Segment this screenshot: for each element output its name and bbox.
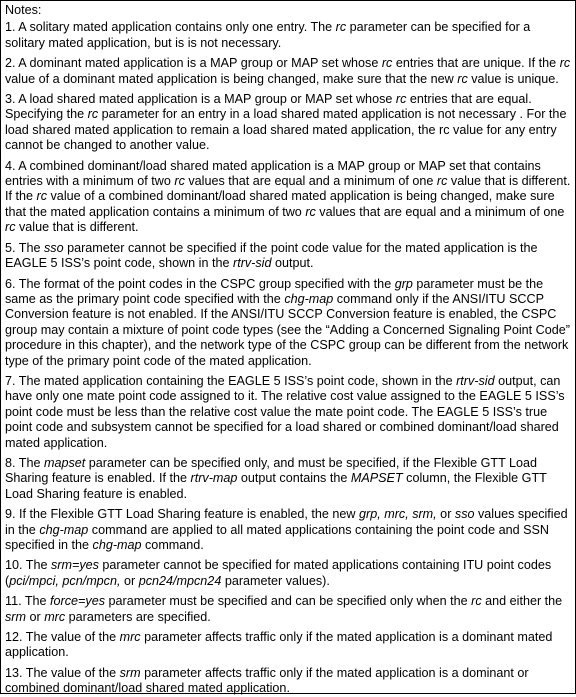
note-text: and either the	[481, 594, 563, 609]
note-text: parameter for an entry in a load shared mated application is not necessary . For the load shared mated application to remain a load shared mated application, the rc value for any entry cannot be changed to another value.	[5, 107, 567, 153]
note-parameter: rc	[559, 56, 571, 71]
note-parameter: mapset	[43, 455, 86, 470]
note-parameter: rc	[87, 107, 99, 122]
note-parameter: rc	[36, 189, 48, 204]
note-text: or	[436, 507, 455, 522]
note-text: value of a dominant mated application is being changed, make sure that the new	[5, 71, 458, 86]
note-parameter: chg-map	[39, 522, 89, 537]
note-text: parameter affects traffic only if the mated application is a dominant or combined dominant/load shared mated application.	[5, 665, 529, 696]
note-parameter: chg-map	[92, 538, 142, 552]
note-text: parameter must be specified and can be specified only when the	[105, 594, 472, 609]
note-item	[5, 630, 571, 661]
note-parameter: grp, mrc, srm,	[359, 507, 437, 522]
note-parameter: rc	[335, 20, 347, 35]
note-text: value is unique.	[467, 71, 559, 86]
note-parameter: srm=yes	[50, 558, 99, 573]
note-text: parameter affects traffic only if the mated application is a dominant mated application.	[5, 630, 553, 660]
note-parameter: sso	[454, 507, 475, 522]
note-text: values specified in the	[5, 507, 568, 537]
note-item	[5, 277, 571, 369]
note-item	[5, 456, 571, 502]
note-text: 13. The value of the	[5, 665, 120, 680]
note-parameter: rc	[381, 56, 393, 71]
note-parameter: srm	[5, 609, 26, 624]
note-item	[5, 20, 571, 51]
note-item	[5, 241, 571, 272]
note-text: command only if the ANSI/ITU SCCP Conversion feature is not enabled. If the ANSI/ITU SCCP Conversion feature is enabled, the CSPC group may contain a mixture of point code types (see the “Adding a Concerned Signaling Point Code” procedure in this chapter), and the network type of the CSPC group can be different from the network type of the primary point code of the mated application.	[5, 291, 570, 368]
note-text: command are applied to all mated applications containing the point code and SSN specified in the	[5, 522, 549, 552]
note-text: parameters are specified.	[65, 609, 211, 624]
note-text: parameter can be specified only, and must be specified, if the Flexible GTT Load Sharing feature is enabled. If the	[5, 455, 538, 486]
note-text: 1. A solitary mated application contains only one entry. The	[5, 20, 336, 35]
note-parameter: MAPSET	[350, 471, 403, 486]
note-item	[5, 507, 571, 553]
note-text: output.	[271, 256, 314, 271]
note-text: entries that are equal. Specifying the	[5, 92, 532, 122]
note-parameter: rc	[436, 174, 448, 189]
note-text: value that is different.	[15, 220, 139, 235]
note-text: parameter cannot be specified if the point code value for the mated application is the EAGLE 5 ISS’s point code, shown in the	[5, 240, 538, 271]
note-text: 12. The value of the	[5, 630, 120, 645]
note-text: value of a combined dominant/load shared mated application is being changed, make sure that the mated application contains a minimum of two	[5, 189, 555, 219]
note-parameter: rtrv-map	[190, 471, 238, 486]
note-text: value that is different. If the	[5, 174, 571, 204]
note-parameter: mrc	[119, 630, 141, 645]
note-parameter: mrc	[44, 609, 66, 624]
note-text: parameter must be the same as the primary point code specified with the	[5, 276, 544, 306]
note-item	[5, 374, 571, 451]
note-text: command.	[141, 538, 204, 552]
note-text: 6. The format of the point codes in the CSPC group specified with the	[5, 276, 395, 291]
note-parameter: rc	[305, 204, 316, 219]
note-parameter: pcn24/mpcn24	[138, 573, 222, 588]
note-parameter: srm	[119, 665, 141, 680]
note-text: parameter can be specified for a solitary mated application, but is is not necessary.	[5, 20, 531, 50]
note-text: 4. A combined dominant/load shared mated application is a MAP group or MAP set that contains entries with a minimum of two	[5, 158, 541, 189]
note-item	[5, 56, 571, 87]
note-parameter: rtrv-sid	[456, 373, 495, 388]
note-text: or	[25, 609, 45, 624]
note-parameter: force=yes	[50, 594, 105, 609]
note-text: parameter values).	[221, 573, 330, 588]
notes-list	[5, 20, 571, 696]
note-text: 11. The	[5, 594, 51, 609]
note-item	[5, 666, 571, 697]
note-text: column, the Flexible GTT Load Sharing feature is enabled.	[5, 471, 547, 501]
note-text: 3. A load shared mated application is a MAP group or MAP set whose	[5, 92, 396, 107]
note-parameter: chg-map	[284, 291, 334, 306]
note-text: 9. If the Flexible GTT Load Sharing feature is enabled, the new	[5, 507, 360, 522]
notes-content	[1, 1, 575, 697]
note-text: output, can have only one mate point code assigned to it. The relative cost value assigned to the EAGLE 5 ISS’s point code must be less than the relative cost value the mate point code. The EAGLE 5 ISS’s true point code and subsystem cannot be specified for a load shared or combined dominant/load shared mated application.	[5, 373, 565, 450]
note-text: 10. The	[5, 558, 51, 573]
note-text: values that are equal and a minimum of one	[315, 204, 565, 219]
note-text: 8. The	[5, 455, 44, 470]
note-item	[5, 594, 571, 625]
note-text: 2. A dominant mated application is a MAP group or MAP set whose	[5, 56, 382, 71]
note-parameter: rc	[5, 220, 16, 235]
note-text: output contains the	[237, 471, 351, 486]
note-parameter: sso	[43, 240, 64, 255]
note-text: entries that are unique. If the	[392, 56, 560, 71]
note-text: parameter cannot be specified for mated applications containing ITU point codes (	[5, 558, 552, 588]
note-item	[5, 92, 571, 154]
note-parameter: grp	[394, 276, 413, 291]
note-item	[5, 159, 571, 236]
notes-title: Notes:	[5, 3, 42, 17]
note-text: or	[120, 573, 139, 588]
note-parameter: rc	[457, 71, 468, 86]
note-text: values that are equal and a minimum of one	[184, 174, 437, 189]
note-parameter: pci/mpci, pcn/mpcn,	[9, 573, 121, 588]
note-parameter: rc	[395, 92, 407, 107]
note-text: 5. The	[5, 240, 44, 255]
note-item	[5, 558, 571, 589]
note-parameter: rtrv-sid	[233, 256, 272, 271]
note-parameter: rc	[174, 174, 185, 189]
note-text: 7. The mated application containing the EAGLE 5 ISS’s point code, shown in the	[5, 373, 457, 388]
note-parameter: rc	[471, 594, 482, 609]
